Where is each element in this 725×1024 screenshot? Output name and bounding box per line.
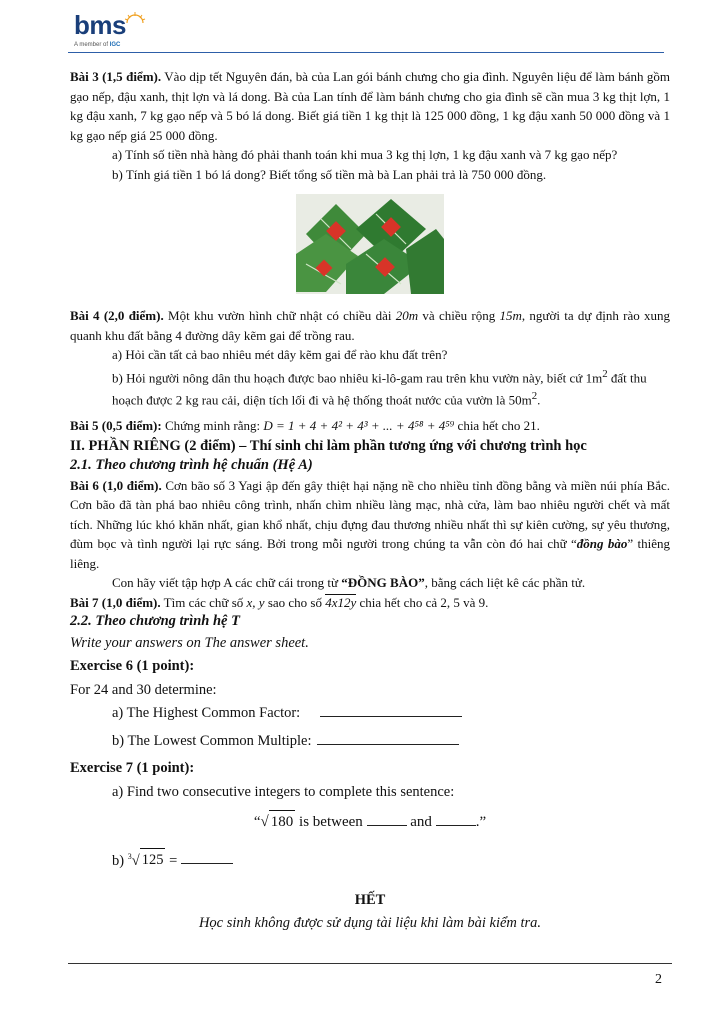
exercise-7-title: Exercise 7 (1 point): <box>70 760 195 777</box>
bai6-task: Con hãy viết tập hợp A các chữ cái trong từ “ĐỒNG BÀO”, bằng cách liệt kê các phần tử. <box>112 575 586 591</box>
end-note: Học sinh không được sử dụng tài liệu khi làm bài kiểm tra. <box>198 915 542 932</box>
exercise-7-question-b: b) $^3$√ 125 = <box>70 845 670 873</box>
bai4-question-b: b) Hỏi người nông dân thu hoạch được bao nhiêu ki-lô-gam rau trên khu vườn này, biết cứ $1m^2$ đất thu hoạch được 2 kg rau cải, diện tích lối đi và hệ thống thoát nước của vườn là $50m^2$. <box>112 367 647 408</box>
exercise-6-question-b: b) The Lowest Common Multiple: <box>70 730 670 754</box>
bai3-text: Bài 3 (1,5 điểm). Vào dịp tết Nguyên đán, bà của Lan gói bánh chưng cho gia đình. Nguyên liệu để làm bánh gồm gạo nếp, đậu xanh, thịt lợn và lá dong. Bà của Lan tính để làm bánh chưng cho gia đình sẽ cần mua 3 kg thịt lợn, 1 kg đậu xanh, 7 kg gạo nếp và 5 bó lá dong. Biết giá tiền 1 kg thịt là 125 000 đồng, 1 kg đậu xanh 50 000 đồng và 1 kg gạo nếp giá 25 000 đồng. <box>70 69 671 143</box>
section-2-heading: II. PHẦN RIÊNG (2 điểm) – Thí sinh chỉ làm phần tương ứng với chương trình học <box>70 437 587 454</box>
bai7-text: Bài 7 (1,0 điểm). Tìm các chữ số x, y sao cho số 4x12y chia hết cho cả 2, 5 và 9. <box>70 594 489 610</box>
subsection-2-2-heading: 2.2. Theo chương trình hệ T <box>70 613 240 630</box>
bai5-text: Bài 5 (0,5 điểm): Chứng minh rằng: D = 1 + 4 + 4² + 4³ + ... + 4⁵⁸ + 4⁵⁹ chia hết cho 21. <box>70 418 540 434</box>
bai3-question-a: a) Tính số tiền nhà hàng đó phải thanh toán khi mua 3 kg thị lợn, 1 kg đậu xanh và 7 kg gạo nếp? <box>112 147 618 162</box>
exercise-6-question-a: a) The Highest Common Factor: <box>70 702 670 726</box>
page-header <box>0 0 725 60</box>
sun-icon <box>124 12 146 24</box>
bai4-question-a: a) Hỏi cần tất cả bao nhiêu mét dây kẽm gai để rào khu đất trên? <box>112 347 448 362</box>
logo-subtitle: A member of IGC <box>74 42 121 48</box>
header-divider <box>68 52 664 53</box>
end-title: HẾT <box>354 891 386 908</box>
banh-chung-photo <box>296 194 444 294</box>
bai4-text: Bài 4 (2,0 điểm). Một khu vườn hình chữ nhật có chiều dài 20m và chiều rộng 15m, người ta dự định rào xung quanh khu đất bằng 4 đường dây kẽm gai để trồng rau. <box>70 308 671 343</box>
exercise-6-intro: For 24 and 30 determine: <box>70 681 217 698</box>
exercise-6-title: Exercise 6 (1 point): <box>70 658 195 675</box>
exam-content <box>70 67 670 934</box>
exercise-7-question-a: a) Find two consecutive integers to complete this sentence: <box>112 783 455 800</box>
exercise-7-sentence: “√ 180 is between and .” <box>70 810 670 835</box>
subsection-2-1-heading: 2.1. Theo chương trình hệ chuẩn (Hệ A) <box>70 457 313 474</box>
footer-divider <box>68 963 672 964</box>
logo-text: bms <box>74 10 126 40</box>
answer-instruction: Write your answers on The answer sheet. <box>70 634 309 651</box>
page-number: 2 <box>655 972 662 987</box>
bai3-question-b: b) Tính giá tiền 1 bó lá dong? Biết tổng số tiền mà bà Lan phải trả là 750 000 đồng. <box>112 166 547 182</box>
bms-logo <box>74 10 164 50</box>
bai6-text: Bài 6 (1,0 điểm). Cơn bão số 3 Yagi ập đến gây thiệt hại nặng nề cho nhiều tỉnh đồng bằng và miền núi phía Bắc. Cơn bão đã tàn phá bao nhiêu công trình, nhấn chìm nhiều làng mạc, nhà cửa, làm bao nhiêu người chết và mất tích. Những lúc khó khăn nhất, gian khổ nhất, chịu đựng đau thương nhiều nhất thì sự kiên cường, sự yêu thương, đùm bọc và tình người lại rực sáng. Bởi trong mỗi người trong chúng ta vẫn còn đó hai chữ “đồng bào” thiêng liêng. <box>70 477 670 571</box>
